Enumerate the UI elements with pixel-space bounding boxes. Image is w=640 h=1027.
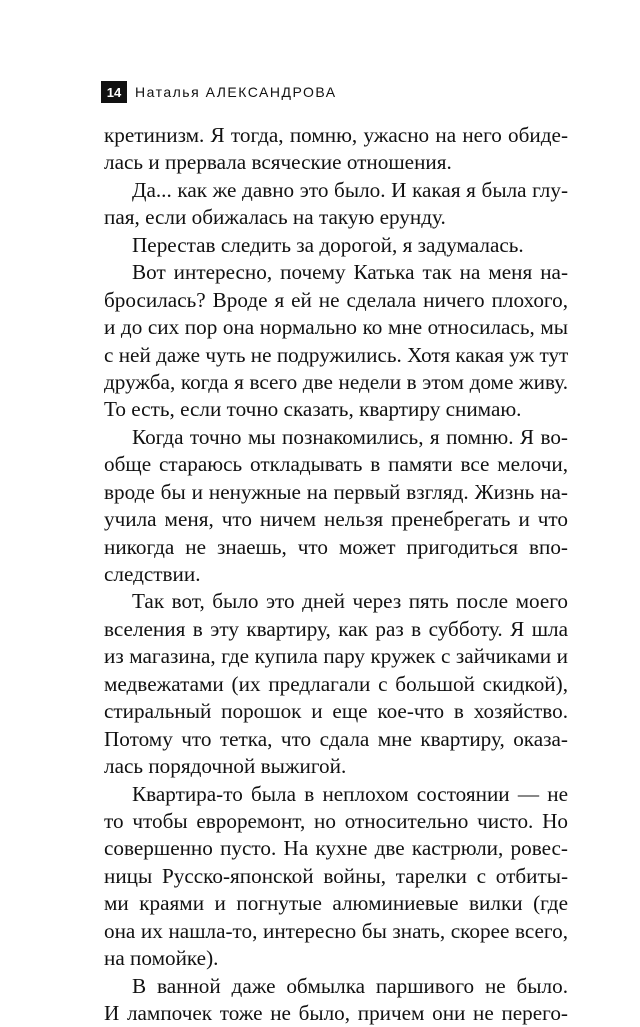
text-line: лась порядочной выжигой. [104, 754, 347, 779]
text-line: она их нашла-то, интересно бы знать, скорее всего, [104, 918, 568, 943]
text-line: то чтобы евроремонт, но относительно чисто. Но [104, 808, 568, 833]
text-line: стиральный порошок и еще кое-что в хозяйство. [104, 699, 568, 724]
text-line: дружба, когда я всего две недели в этом доме живу. [104, 369, 568, 394]
text-line: В ванной даже обмылка паршивого не было. [132, 973, 568, 998]
text-line: То есть, если точно сказать, квартиру снимаю. [104, 397, 522, 422]
text-line: следствии. [104, 562, 201, 586]
text-line: совершенно пусто. На кухне две кастрюли, ровес- [104, 836, 568, 861]
text-line: медвежатами (их предлагали с большой скидкой), [104, 671, 568, 696]
text-line: вселения в эту квартиру, как раз в субботу. Я шла [104, 616, 568, 641]
text-line: на помойке). [104, 946, 219, 971]
text-line: ми краями и погнутые алюминиевые вилки (где [104, 891, 568, 916]
text-line: Перестав следить за дорогой, я задумалась. [132, 232, 524, 257]
text-line: кретинизм. Я тогда, помню, ужасно на него обиде- [104, 123, 568, 147]
text-line: Когда точно мы познакомились, я помню. Я во- [132, 424, 568, 449]
text-line: пая, если обижалась на такую ерунду. [104, 205, 446, 230]
page-number: 14 [101, 81, 127, 103]
text-line: Квартира-то была в неплохом состоянии — не [132, 781, 568, 806]
text-line: лась и прервала всяческие отношения. [104, 150, 452, 175]
text-line: с ней даже чуть не подружились. Хотя какая уж тут [104, 342, 569, 367]
author-name: Наталья АЛЕКСАНДРОВА [135, 84, 337, 100]
text-line: учила меня, что ничем нельзя пренебрегать и что [104, 507, 568, 532]
text-line: вроде бы и ненужные на первый взгляд. Жизнь на- [104, 479, 568, 504]
text-line: И лампочек тоже не было, причем они не перего- [104, 1001, 568, 1025]
text-line: никогда не знаешь, что может пригодиться впо- [104, 534, 568, 559]
text-line: обще стараюсь откладывать в памяти все мелочи, [104, 452, 568, 477]
text-line: ницы Русско-японской войны, тарелки с отбиты- [104, 863, 568, 888]
text-line: Да... как же давно это было. И какая я была глу- [132, 177, 568, 202]
text-line: из магазина, где купила пару кружек с зайчиками и [104, 644, 568, 669]
text-line: Потому что тетка, что сдала мне квартиру, оказа- [104, 726, 568, 751]
body-text [104, 122, 568, 1027]
text-line: бросилась? Вроде я ей не сделала ничего плохого, [104, 287, 568, 312]
text-line: Вот интересно, почему Катька так на меня на- [132, 260, 568, 285]
text-line: и до сих пор она нормально ко мне относилась, мы [104, 315, 568, 340]
text-line: Так вот, было это дней через пять после моего [132, 589, 568, 614]
running-header [101, 80, 337, 104]
